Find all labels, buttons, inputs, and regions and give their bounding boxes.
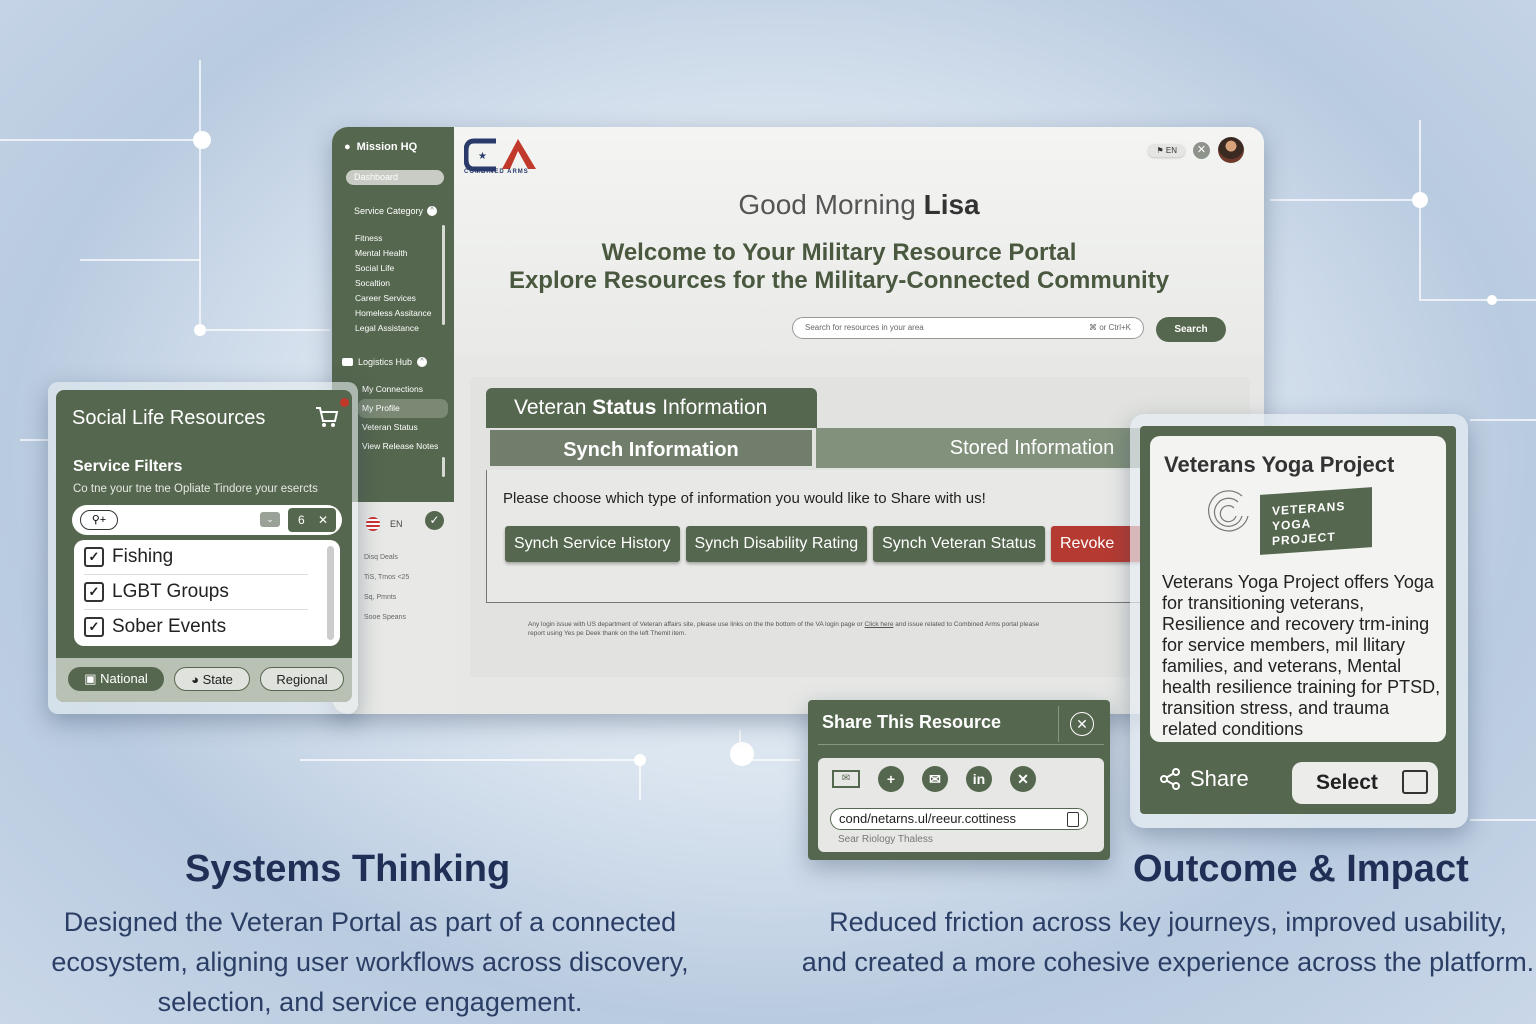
- yoga-select-button[interactable]: [1292, 762, 1438, 804]
- checkbox-checked-icon[interactable]: ✓: [84, 547, 104, 567]
- caption-line: Designed the Veteran Portal as part of a connected: [63, 907, 677, 937]
- filter-item-sober-events[interactable]: [84, 610, 308, 644]
- filter-item-fishing[interactable]: [84, 540, 308, 575]
- logo-line: VETERANS: [1272, 498, 1346, 519]
- command-icon: ⌘: [1088, 323, 1097, 332]
- avatar[interactable]: [1218, 137, 1244, 163]
- service-category-list: [355, 231, 432, 336]
- sidebar-item-my-profile[interactable]: My Profile: [358, 399, 448, 418]
- yoga-resource-panel: [1130, 414, 1468, 828]
- service-category-toggle[interactable]: [354, 206, 437, 216]
- list-item[interactable]: Sooe Speans: [364, 614, 407, 621]
- portal-header: [454, 127, 1264, 357]
- fine-print-text: and issue related to Combined Arms portal please report using Yes pe Deek thank on the left Themit item.: [528, 621, 1040, 637]
- sidebar-item-dashboard[interactable]: Dashboard: [346, 170, 444, 185]
- welcome-heading: [454, 239, 1224, 295]
- social-life-inner: [56, 390, 352, 702]
- share-url-field[interactable]: [830, 808, 1088, 830]
- divider: [818, 744, 1104, 745]
- sidebar-item-release-notes[interactable]: View Release Notes: [362, 441, 439, 451]
- social-life-panel: [48, 382, 358, 714]
- scope-label: State: [202, 672, 233, 687]
- divider: [1058, 706, 1059, 742]
- welcome-line-1: Welcome to Your Military Resource Portal: [601, 239, 1077, 266]
- helmet-icon: ●: [344, 141, 351, 153]
- scope-regional-button[interactable]: Regional: [260, 667, 344, 691]
- share-title: Share This Resource: [822, 712, 1002, 732]
- filter-count: [288, 508, 336, 532]
- systems-thinking-body: [20, 902, 720, 1022]
- checklist-scrollbar[interactable]: [327, 546, 334, 640]
- header-actions: [1148, 137, 1244, 163]
- close-icon[interactable]: ✕: [1193, 142, 1210, 159]
- scope-label: National: [100, 671, 148, 686]
- message-icon[interactable]: ✉: [922, 766, 948, 792]
- filter-item-lgbt-groups[interactable]: [84, 575, 308, 610]
- logo-line: YOGA: [1272, 516, 1312, 534]
- share-icon: [1158, 767, 1182, 791]
- sidebar-language-label: EN: [390, 519, 403, 529]
- user-name: Lisa: [923, 189, 980, 220]
- pie-icon: ◕: [191, 672, 199, 687]
- share-body: [818, 758, 1104, 852]
- caption-line: selection, and service engagement.: [157, 987, 583, 1017]
- veteran-status-title: [486, 388, 817, 428]
- us-flag-icon: ⚑: [1156, 145, 1164, 155]
- search-button[interactable]: Search: [1156, 317, 1226, 342]
- filter-item-label: LGBT Groups: [112, 581, 229, 602]
- add-icon[interactable]: +: [878, 766, 904, 792]
- logistics-scrollbar[interactable]: [442, 457, 445, 477]
- outcome-impact-body: [800, 902, 1536, 982]
- sidebar-item-fitness[interactable]: Fitness: [355, 233, 383, 243]
- select-frame-icon: [1402, 770, 1428, 794]
- checkbox-checked-icon[interactable]: ✓: [84, 582, 104, 602]
- checkbox-checked-icon[interactable]: ✓: [84, 617, 104, 637]
- linkedin-icon[interactable]: in: [966, 766, 992, 792]
- fine-print: [528, 620, 1048, 638]
- category-scrollbar[interactable]: [442, 225, 445, 325]
- mission-hq-label: Mission HQ: [356, 141, 418, 153]
- language-selector[interactable]: [1148, 144, 1185, 157]
- chevron-up-icon: ^: [417, 357, 427, 367]
- logistics-hub-label: Logistics Hub: [358, 357, 413, 367]
- yoga-card: [1150, 436, 1446, 742]
- service-filters-subtitle: Co tne your tne tne Opliate Tindore your esercts: [73, 483, 318, 495]
- logo-line: PROJECT: [1272, 529, 1336, 549]
- scope-selector: [56, 658, 352, 702]
- social-life-title: Social Life Resources: [72, 407, 266, 429]
- logistics-list: [362, 380, 448, 456]
- yoga-description: Veterans Yoga Project offers Yoga for transitioning veterans, Resilience and recovery trm-ining for service members, mil llitary families, and veterans, Mental health resilience training for PTSD, transition stress, and trauma related conditions: [1162, 572, 1441, 739]
- filter-item-label: Sober Events: [112, 616, 227, 637]
- x-icon[interactable]: ✕: [1010, 766, 1036, 792]
- email-icon[interactable]: ✉: [832, 770, 860, 788]
- title-part: Information: [662, 396, 768, 419]
- tab-stored-information[interactable]: Stored Information: [816, 428, 1248, 468]
- cart-badge: [340, 398, 349, 407]
- language-label: EN: [1165, 145, 1177, 155]
- title-part: Veteran: [514, 396, 587, 419]
- synch-service-history-button[interactable]: Synch Service History: [505, 526, 680, 562]
- share-resource-panel: [808, 700, 1110, 860]
- synch-disability-rating-button[interactable]: Synch Disability Rating: [686, 526, 868, 562]
- svg-text:★: ★: [478, 151, 487, 162]
- fingerprint-icon: [1202, 486, 1254, 538]
- filter-count-value: 6: [298, 513, 305, 527]
- caption-line: ecosystem, aligning user workflows across discovery,: [51, 947, 689, 977]
- list-item[interactable]: TiS, Tmos <25: [364, 574, 410, 581]
- yoga-share-button[interactable]: [1158, 766, 1249, 792]
- service-filters-title: Service Filters: [73, 458, 183, 475]
- yoga-title: Veterans Yoga Project: [1164, 452, 1395, 477]
- filter-checklist: [74, 540, 340, 646]
- sidebar-item-my-connections[interactable]: My Connections: [362, 384, 423, 394]
- clear-icon[interactable]: ✕: [318, 513, 329, 527]
- select-label: Select: [1316, 771, 1378, 794]
- synch-buttons: [505, 526, 1149, 562]
- share-label: Share: [1190, 766, 1249, 791]
- sidebar-item-social-life[interactable]: Social Life: [355, 263, 395, 273]
- sidebar-item-career-services[interactable]: Career Services: [355, 293, 416, 303]
- sidebar-lower-list: [364, 548, 409, 628]
- service-category-label: Service Category: [354, 206, 424, 216]
- sidebar-language[interactable]: [366, 517, 403, 531]
- sidebar-item-mental-health[interactable]: Mental Health: [355, 248, 408, 258]
- caption-line: and created a more cohesive experience across the platform.: [801, 947, 1535, 977]
- share-question: Please choose which type of information you would like to Share with us!: [503, 490, 986, 507]
- chevron-up-icon: ^: [427, 206, 437, 216]
- click-here-link[interactable]: Click here: [864, 621, 894, 628]
- scope-national-button[interactable]: [68, 667, 164, 691]
- greeting-text: Good Morning: [738, 189, 916, 220]
- logistics-hub-toggle[interactable]: [342, 357, 427, 367]
- outcome-impact-title: Outcome & Impact: [1133, 848, 1469, 890]
- sidebar-item-legal-assistance[interactable]: Legal Assistance: [355, 323, 419, 333]
- check-icon[interactable]: ✓: [425, 511, 444, 530]
- map-icon: ▣: [84, 671, 97, 686]
- close-icon[interactable]: ✕: [1070, 712, 1094, 736]
- search-icon[interactable]: ⚲+: [80, 510, 118, 530]
- cart-icon[interactable]: [314, 404, 340, 430]
- yoga-inner: [1140, 426, 1456, 814]
- scope-state-button[interactable]: [174, 667, 250, 691]
- fine-print-text: Any login issue with US department of Veteran affairs site, please use links on the the bottom of the VA login page or: [528, 621, 863, 628]
- search-shortcut: [1089, 318, 1131, 338]
- portal-window: [332, 127, 1264, 714]
- yoga-logo: [1260, 487, 1372, 555]
- list-item[interactable]: Disq Deals: [364, 554, 398, 561]
- welcome-line-2: Explore Resources for the Military-Connected Community: [508, 267, 1170, 294]
- filter-search-input[interactable]: [72, 505, 342, 535]
- filter-item-label: Fishing: [112, 546, 174, 567]
- list-item[interactable]: Sq, Pmnts: [364, 594, 397, 601]
- sidebar-item-veteran-status[interactable]: Veteran Status: [362, 422, 418, 432]
- copy-icon[interactable]: [1067, 812, 1079, 827]
- logo-text: COMBINED ARMS: [464, 169, 529, 175]
- shortcut-label: or Ctrl+K: [1099, 323, 1131, 332]
- share-url-value: cond/netarns.ul/reeur.cottiness: [839, 811, 1017, 826]
- mission-hq[interactable]: [344, 141, 417, 153]
- sidebar-item-socaltion[interactable]: Socaltion: [355, 278, 390, 288]
- tab-synch-information[interactable]: Synch Information: [488, 428, 814, 468]
- share-options: [832, 766, 1036, 792]
- share-hint: Sear Riology Thaless: [838, 834, 933, 845]
- truck-icon: [342, 358, 353, 366]
- us-flag-icon: [366, 517, 380, 531]
- search-input[interactable]: [792, 317, 1144, 339]
- revoke-button[interactable]: Revoke: [1051, 526, 1149, 562]
- caption-line: Reduced friction across key journeys, improved usability,: [829, 907, 1507, 937]
- greeting: [454, 189, 1264, 221]
- sidebar-item-homeless-assistance[interactable]: Homeless Assitance: [355, 308, 432, 318]
- systems-thinking-title: Systems Thinking: [185, 848, 511, 890]
- search-placeholder: Search for resources in your area: [805, 323, 924, 332]
- chevron-down-icon[interactable]: ⌄: [260, 512, 280, 527]
- title-part-bold: Status: [592, 396, 657, 419]
- synch-veteran-status-button[interactable]: Synch Veteran Status: [873, 526, 1045, 562]
